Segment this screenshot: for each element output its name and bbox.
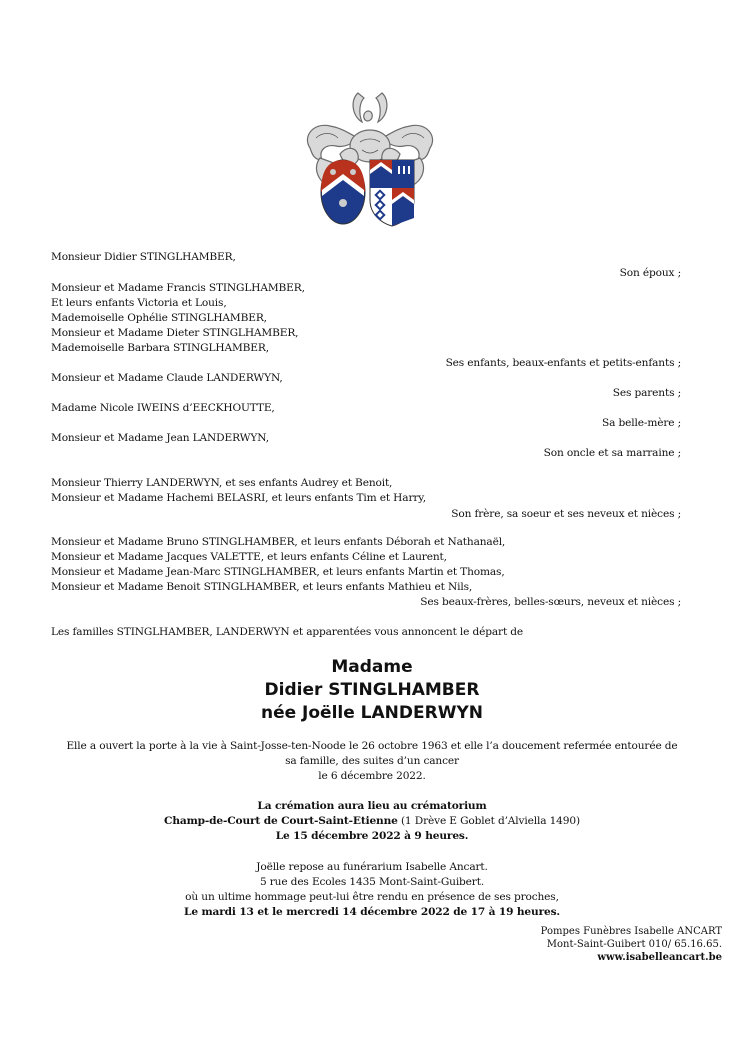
relation-label: Ses parents ; bbox=[612, 387, 681, 399]
family-name-line: Monsieur et Madame Jean LANDERWYN, bbox=[51, 432, 269, 444]
right-shield bbox=[370, 160, 414, 226]
relation-label: Son époux ; bbox=[619, 267, 681, 279]
left-shield bbox=[321, 160, 365, 224]
visitation-text: où un ultime hommage peut-lui être rendu en présence de ses proches, bbox=[185, 891, 559, 903]
cremation-datetime: Le 15 décembre 2022 à 9 heures. bbox=[275, 830, 469, 842]
relation-label: Ses beaux-frères, belles-sœurs, neveux et nièces ; bbox=[420, 596, 681, 608]
family-name-line: Mademoiselle Ophélie STINGLHAMBER, bbox=[51, 312, 267, 324]
life-text: Elle a ouvert la porte à la vie à Saint-Josse-ten-Noode le 26 octobre 1963 et elle l’a doucement refermée entourée de bbox=[66, 740, 678, 752]
deceased-title: Madame bbox=[331, 657, 413, 677]
family-name-line: Monsieur Didier STINGLHAMBER, bbox=[51, 251, 236, 263]
family-name-line: Madame Nicole IWEINS d’EECKHOUTTE, bbox=[51, 402, 275, 414]
relation-label: Ses enfants, beaux-enfants et petits-enfants ; bbox=[445, 357, 681, 369]
family-name-line: Et leurs enfants Victoria et Louis, bbox=[51, 297, 227, 309]
family-name-line: Monsieur et Madame Dieter STINGLHAMBER, bbox=[51, 327, 299, 339]
relation-label: Son frère, sa soeur et ses neveux et nièces ; bbox=[451, 508, 681, 520]
deceased-birth-name: née Joëlle LANDERWYN bbox=[260, 703, 484, 723]
deceased-name: Didier STINGLHAMBER bbox=[264, 680, 480, 700]
family-name-line: Mademoiselle Barbara STINGLHAMBER, bbox=[51, 342, 269, 354]
visitation-hours: Le mardi 13 et le mercredi 14 décembre 2022 de 17 à 19 heures. bbox=[184, 906, 560, 918]
crematorium-name: Champ-de-Court de Court-Saint-Etienne bbox=[164, 815, 398, 827]
family-name-line: Monsieur et Madame Francis STINGLHAMBER, bbox=[51, 282, 305, 294]
family-name-line: Monsieur et Madame Bruno STINGLHAMBER, et leurs enfants Déborah et Nathanaël, bbox=[51, 536, 506, 548]
relation-label: Sa belle-mère ; bbox=[602, 417, 681, 429]
family-name-line: Monsieur et Madame Jacques VALETTE, et leurs enfants Céline et Laurent, bbox=[51, 551, 447, 563]
life-text: le 6 décembre 2022. bbox=[318, 770, 426, 782]
family-name-line: Monsieur et Madame Jean-Marc STINGLHAMBER, et leurs enfants Martin et Thomas, bbox=[51, 566, 505, 578]
funeral-home-phone: Mont-Saint-Guibert 010/ 65.16.65. bbox=[546, 939, 722, 950]
cremation-heading: La crémation aura lieu au crématorium bbox=[257, 800, 487, 812]
relation-label: Son oncle et sa marraine ; bbox=[543, 447, 681, 459]
family-name-line: Monsieur et Madame Claude LANDERWYN, bbox=[51, 372, 283, 384]
funeral-home-website[interactable]: www.isabelleancart.be bbox=[597, 952, 722, 963]
family-name-line: Monsieur et Madame Hachemi BELASRI, et leurs enfants Tim et Harry, bbox=[51, 492, 426, 504]
coat-of-arms-icon bbox=[300, 88, 440, 233]
visitation-text: Joëlle repose au funérarium Isabelle Ancart. bbox=[256, 861, 488, 873]
family-name-line: Monsieur et Madame Benoit STINGLHAMBER, et leurs enfants Mathieu et Nils, bbox=[51, 581, 473, 593]
funeral-home-name: Pompes Funèbres Isabelle ANCART bbox=[540, 926, 722, 937]
life-text: sa famille, des suites d’un cancer bbox=[285, 755, 459, 767]
crematorium-address: (1 Drève E Goblet d’Alviella 1490) bbox=[397, 815, 580, 827]
announcement-text: Les familles STINGLHAMBER, LANDERWYN et apparentées vous annoncent le départ de bbox=[51, 626, 524, 638]
family-name-line: Monsieur Thierry LANDERWYN, et ses enfants Audrey et Benoit, bbox=[51, 477, 393, 489]
cremation-location bbox=[0, 815, 744, 828]
visitation-text: 5 rue des Ecoles 1435 Mont-Saint-Guibert. bbox=[259, 876, 485, 888]
